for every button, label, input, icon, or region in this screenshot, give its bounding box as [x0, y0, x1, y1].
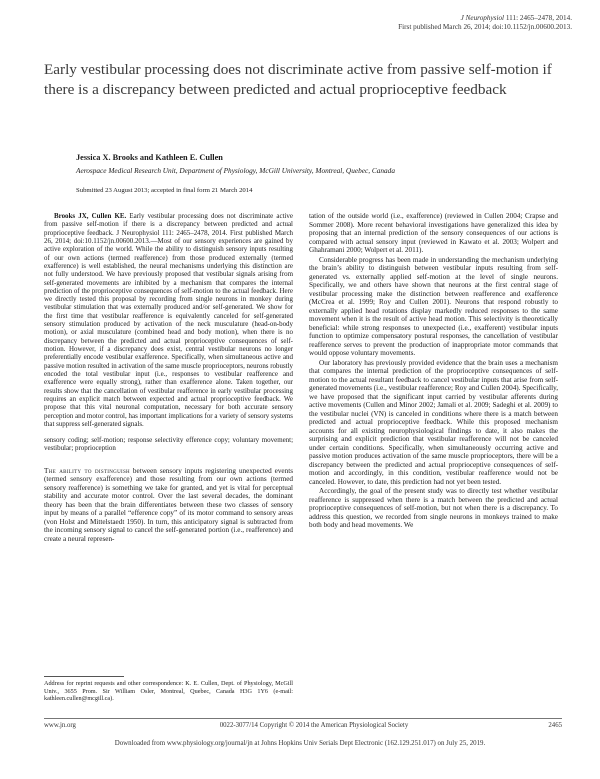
body-paragraph-1: tation of the outside world (i.e., exafference) (reviewed in Cullen 2004; Crapse and Sommer 2008). More recent behavioral investigations have generalized this idea by proposing that an internal prediction of the sensory consequences of our actions is compared with actual sensory input (reviewed in Kawato et al. 2003; Wolpert and Ghahramani 2000; Wolpert et al. 2011). [309, 212, 558, 254]
keywords: sensory coding; self-motion; response selectivity efference copy; voluntary movement; vestibular; proprioception [44, 436, 293, 453]
page-footer [44, 722, 562, 732]
body-paragraph-2: Considerable progress has been made in understanding the mechanism underlying the brain’s ability to distinguish between vestibular inputs resulting from self-generated vs. externally applied self-motion at the level of single neurons. Specifically, we and others have shown that neurons at the first central stage of vestibular processing make the distinction between reafference and exafference (McCrea et al. 1999; Roy and Cullen 2001). Neurons that respond robustly to externally applied head rotations display markedly reduced responses to the same movement when it is the result of active head motion. This selectivity is theoretically beneficial: while strong responses to unexpected (i.e., exafferent) vestibular inputs function to optimize compensatory postural responses, the cancellation of vestibular reafference serves to prevent the production of inappropriate motor commands that would oppose voluntary movements. [309, 255, 558, 357]
journal-header [212, 14, 572, 32]
journal-citation [212, 14, 572, 23]
abstract [44, 212, 293, 428]
intro-text: between sensory inputs registering unexpected events (termed sensory exafference) and those resulting from our own actions (termed sensory reafference) is something we take for granted, and yet is vital for perceptual stability and accurate motor control. Over the last several decades, the dominant theory has been that the brain differentiates between these two classes of sensory input by means of a parallel “efference copy” of its motor command to sensory areas (von Holst and Mittelstaedt 1950). In turn, this anticipatory signal is subtracted from the incoming sensory signal to cancel the self-generated portion (i.e., reafference) and create a neural represen- [44, 466, 293, 543]
body-paragraph-3: Our laboratory has previously provided evidence that the brain uses a mechanism that compares the internal prediction of the proprioceptive consequences of self-motion to the actual resultant feedback to cancel vestibular inputs that arise from self-generated movements (i.e., vestibular reafference; Roy and Cullen 2004). Specifically, we have proposed that the significant input carried by vestibular afferents during active movements (Cullen and Minor 2002; Jamali et al. 2009; Sadeghi et al. 2009) to the vestibular nuclei (VN) is canceled in conditions where there is a match between predicted and actual proprioceptive feedback. While this proposed mechanism accounts for all existing neurophysiological findings to date, it also makes the surprising and explicit prediction that vestibular reafference will not be canceled under certain conditions. Specifically, when simultaneously occurring active and passive motion produces activation of the same muscle proprioceptors, there will be a discrepancy between the predicted and actual proprioceptive consequences of self-motion and accordingly, in this condition, vestibular reafference would not be canceled. However, to date, this prediction had not yet been tested. [309, 358, 558, 486]
download-notice: Downloaded from www.physiology.org/journal/jn at Johns Hopkins Univ Serials Dept Electronic (162.129.251.017) on July 25, 2019. [114, 740, 486, 747]
affiliation: Aerospace Medical Research Unit, Department of Physiology, McGill University, Montreal, Quebec, Canada [76, 166, 395, 175]
abstract-text: Early vestibular processing does not discriminate active from passive self-motion if there is a discrepancy between predicted and actual proprioceptive feedback. J Neurophysiol 111: 2465–2478, 2014. First published March 26, 2014; doi:10.1152/jn.00600.2013.—Most of our sensory experiences are gained by active exploration of the world. While the ability to distinguish sensory inputs resulting of our own actions (termed reafference) from those produced externally (termed exafference) is well established, the neural mechanisms underlying this distinction are not fully understood. We have previously proposed that vestibular signals arising from self-generated movements are inhibited by a mechanism that compares the internal prediction of the proprioceptive consequences of self-motion to the actual feedback. Here we directly tested this proposal by recording from single neurons in monkey during vestibular stimulation that was externally produced and/or self-generated. We show for the first time that vestibular reafference is equivalently canceled for self-generated sensory stimulation produced by activation of the neck musculature (head-on-body motion), or axial musculature (combined head and body motion), when there is no discrepancy between the predicted and actual proprioceptive consequences of self-motion. However, if a discrepancy does exist, central vestibular neurons no longer preferentially encode vestibular exafference. Specifically, when simultaneous active and passive motion resulted in activation of the same muscle proprioceptors, neurons robustly encoded the total vestibular input (i.e., responses to vestibular reafference and exafference were equally strong), rather than exafference alone. Taken together, our results show that the cancellation of vestibular reafference in early vestibular processing requires an explicit match between expected and actual proprioceptive feedback. We propose that this vital neuronal computation, necessary for both accurate sensory perception and motor control, has important implications for a variety of sensory systems that suppress self-generated signals. [44, 212, 293, 428]
intro-paragraph [44, 467, 293, 544]
footer-divider [44, 718, 562, 719]
submission-dates: Submitted 23 August 2013; accepted in final form 21 March 2014 [76, 187, 253, 194]
article-title: Early vestibular processing does not discriminate active from passive self-motion if there is a discrepancy between predicted and actual proprioceptive feedback [44, 61, 552, 98]
right-column [309, 212, 558, 530]
first-published: First published March 26, 2014; doi:10.1152/jn.00600.2013. [398, 23, 572, 31]
copyright-notice: 0022-3077/14 Copyright © 2014 the American Physiological Society [219, 722, 409, 729]
page-number: 2465 [548, 722, 562, 729]
journal-name: J Neurophysiol [460, 14, 505, 22]
footnote-divider [44, 676, 124, 677]
intro-lead: The ability to distinguish [44, 466, 130, 475]
left-column [44, 212, 293, 543]
authors: Jessica X. Brooks and Kathleen E. Cullen [76, 153, 223, 162]
correspondence-footnote: Address for reprint requests and other correspondence: K. E. Cullen, Dept. of Physiology, McGill Univ., 3655 Prom. Sir William Osler, Montreal, Quebec, Canada H3G 1Y6 (e-mail: kathleen.cullen@mcgill.ca). [44, 680, 293, 703]
body-paragraph-4: Accordingly, the goal of the present study was to directly test whether vestibular reafference is suppressed when there is a match between the predicted and actual proprioceptive consequences of self-motion, but not when there is a discrepancy. To address this question, we recorded from single neurons in monkeys trained to make both body and head movements. We [309, 487, 558, 529]
journal-url[interactable]: www.jn.org [44, 722, 76, 729]
volume-pages: 111: 2465–2478, 2014. [504, 14, 572, 22]
abstract-citation-lead: Brooks JX, Cullen KE. [54, 212, 127, 220]
